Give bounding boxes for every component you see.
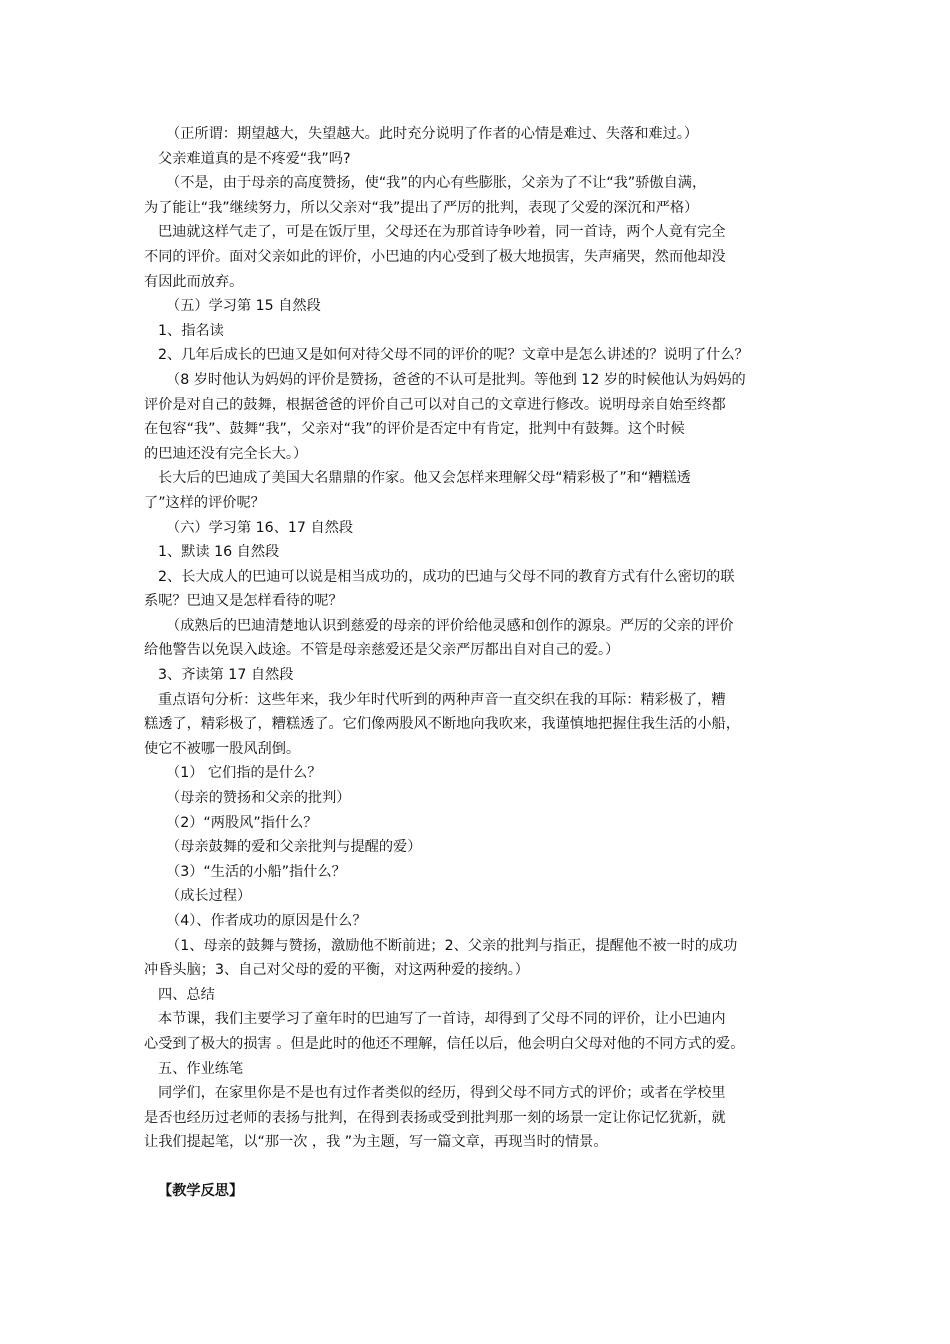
- paragraph-line: 了”这样的评价呢？: [144, 494, 265, 511]
- paragraph-line: （4）、作者成功的原因是什么？: [166, 913, 367, 929]
- paragraph-line: 让我们提起笔，以“那一次 ，我 ”为主题，写一篇文章，再现当时的情景。: [144, 1134, 608, 1151]
- paragraph-line: （8 岁时他认为妈妈的评价是赞扬，爸爸的不认可是批判。等他到 12 岁的时候他认为妈妈的: [166, 371, 746, 388]
- paragraph-line: （成熟后的巴迪清楚地认识到慈爱的母亲的评价给他灵感和创作的源泉。严厉的父亲的评价: [166, 617, 734, 634]
- paragraph-line: 1、默读 16 自然段: [158, 544, 280, 561]
- paragraph-line: 同学们，在家里你是不是也有过作者类似的经历，得到父母不同方式的评价；或者在学校里: [158, 1085, 726, 1102]
- paragraph-line: 给他警告以免误入歧途。不管是母亲慈爱还是父亲严厉都出自对自己的爱。）: [144, 642, 620, 659]
- paragraph-line: 父亲难道真的是不疼爱“我”吗?: [158, 150, 351, 167]
- spacer: [144, 1155, 812, 1179]
- section-heading: 五、作业练笔: [158, 1060, 244, 1077]
- paragraph-line: （不是，由于母亲的高度赞扬，使“我”的内心有些膨胀，父亲为了不让“我”骄傲自满，: [166, 175, 707, 192]
- paragraph-line: （3）“生活的小船”指什么？: [166, 863, 346, 880]
- section-heading: （六）学习第 16、17 自然段: [166, 519, 354, 536]
- document-body: [144, 122, 812, 1204]
- paragraph-line: 1、指名读: [158, 322, 224, 339]
- paragraph-line: （1、母亲的鼓舞与赞扬，激励他不断前进；2、父亲的批判与指正，提醒他不被一时的成功: [166, 937, 738, 954]
- paragraph-line: 是否也经历过老师的表扬与批判，在得到表扬或受到批判那一刻的场景一定让你记忆犹新，就: [144, 1109, 726, 1126]
- paragraph-line: 3、齐读第 17 自然段: [158, 667, 294, 684]
- paragraph-line: （2）“两股风”指什么？: [166, 814, 318, 831]
- paragraph-line: 冲昏头脑；3、自己对父母的爱的平衡，对这两种爱的接纳。）: [144, 962, 529, 979]
- paragraph-line: 评价是对自己的鼓舞，根据爸爸的评价自己可以对自己的文章进行修改。说明母亲自始至终都: [144, 396, 726, 413]
- paragraph-line: 巴迪就这样气走了，可是在饭厅里，父母还在为那首诗争吵着，同一首诗，两个人竟有完全: [158, 224, 726, 241]
- paragraph-line: 为了能让“我”继续努力，所以父亲对“我”提出了严厉的批判，表现了父爱的深沉和严格）: [144, 199, 699, 216]
- paragraph-line: 系呢？巴迪又是怎样看待的呢？: [144, 593, 343, 610]
- paragraph-line: 使它不被哪一股风刮倒。: [144, 740, 301, 757]
- section-heading: 四、总结: [158, 986, 215, 1003]
- reflection-heading: 【教学反思】: [158, 1182, 244, 1199]
- paragraph-line: 不同的评价。面对父亲如此的评价，小巴迪的内心受到了极大地损害，失声痛哭，然而他却没: [144, 248, 726, 265]
- paragraph-line: 长大后的巴迪成了美国大名鼎鼎的作家。他又会怎样来理解父母“精彩极了”和“糟糕透: [158, 470, 691, 487]
- paragraph-line: 本节课，我们主要学习了童年时的巴迪写了一首诗，却得到了父母不同的评价，让小巴迪内: [158, 1011, 726, 1028]
- paragraph-line: （正所谓：期望越大，失望越大。此时充分说明了作者的心情是难过、失落和难过。）: [166, 126, 699, 142]
- section-heading: （五）学习第 15 自然段: [166, 298, 321, 315]
- paragraph-line: 糕透了，精彩极了，糟糕透了。它们像两股风不断地向我吹来，我谨慎地把握住我生活的小船，: [144, 716, 740, 733]
- paragraph-line: （母亲鼓舞的爱和父亲批判与提醒的爱）: [166, 839, 422, 856]
- paragraph-line: （1） 它们指的是什么？: [166, 765, 322, 782]
- paragraph-line: （成长过程）: [166, 888, 252, 905]
- paragraph-line: （母亲的赞扬和父亲的批判）: [166, 790, 351, 807]
- paragraph-line: 在包容“我”、鼓舞“我”，父亲对“我”的评价是否定中有肯定，批判中有鼓舞。这个时候: [144, 421, 685, 438]
- paragraph-line: 心受到了极大的损害 。但是此时的他还不理解，信任以后，他会明白父母对他的不同方式的爱。: [144, 1035, 745, 1052]
- paragraph-line: 有因此而放弃。: [144, 273, 244, 290]
- paragraph-line: 重点语句分析：这些年来，我少年时代听到的两种声音一直交织在我的耳际：精彩极了，糟: [158, 691, 726, 708]
- paragraph-line: 的巴迪还没有完全长大。）: [144, 445, 308, 462]
- paragraph-line: 2、几年后成长的巴迪又是如何对待父母不同的评价的呢？文章中是怎么讲述的？说明了什么？: [158, 347, 749, 364]
- paragraph-line: 2、长大成人的巴迪可以说是相当成功的，成功的巴迪与父母不同的教育方式有什么密切的联: [158, 568, 735, 585]
